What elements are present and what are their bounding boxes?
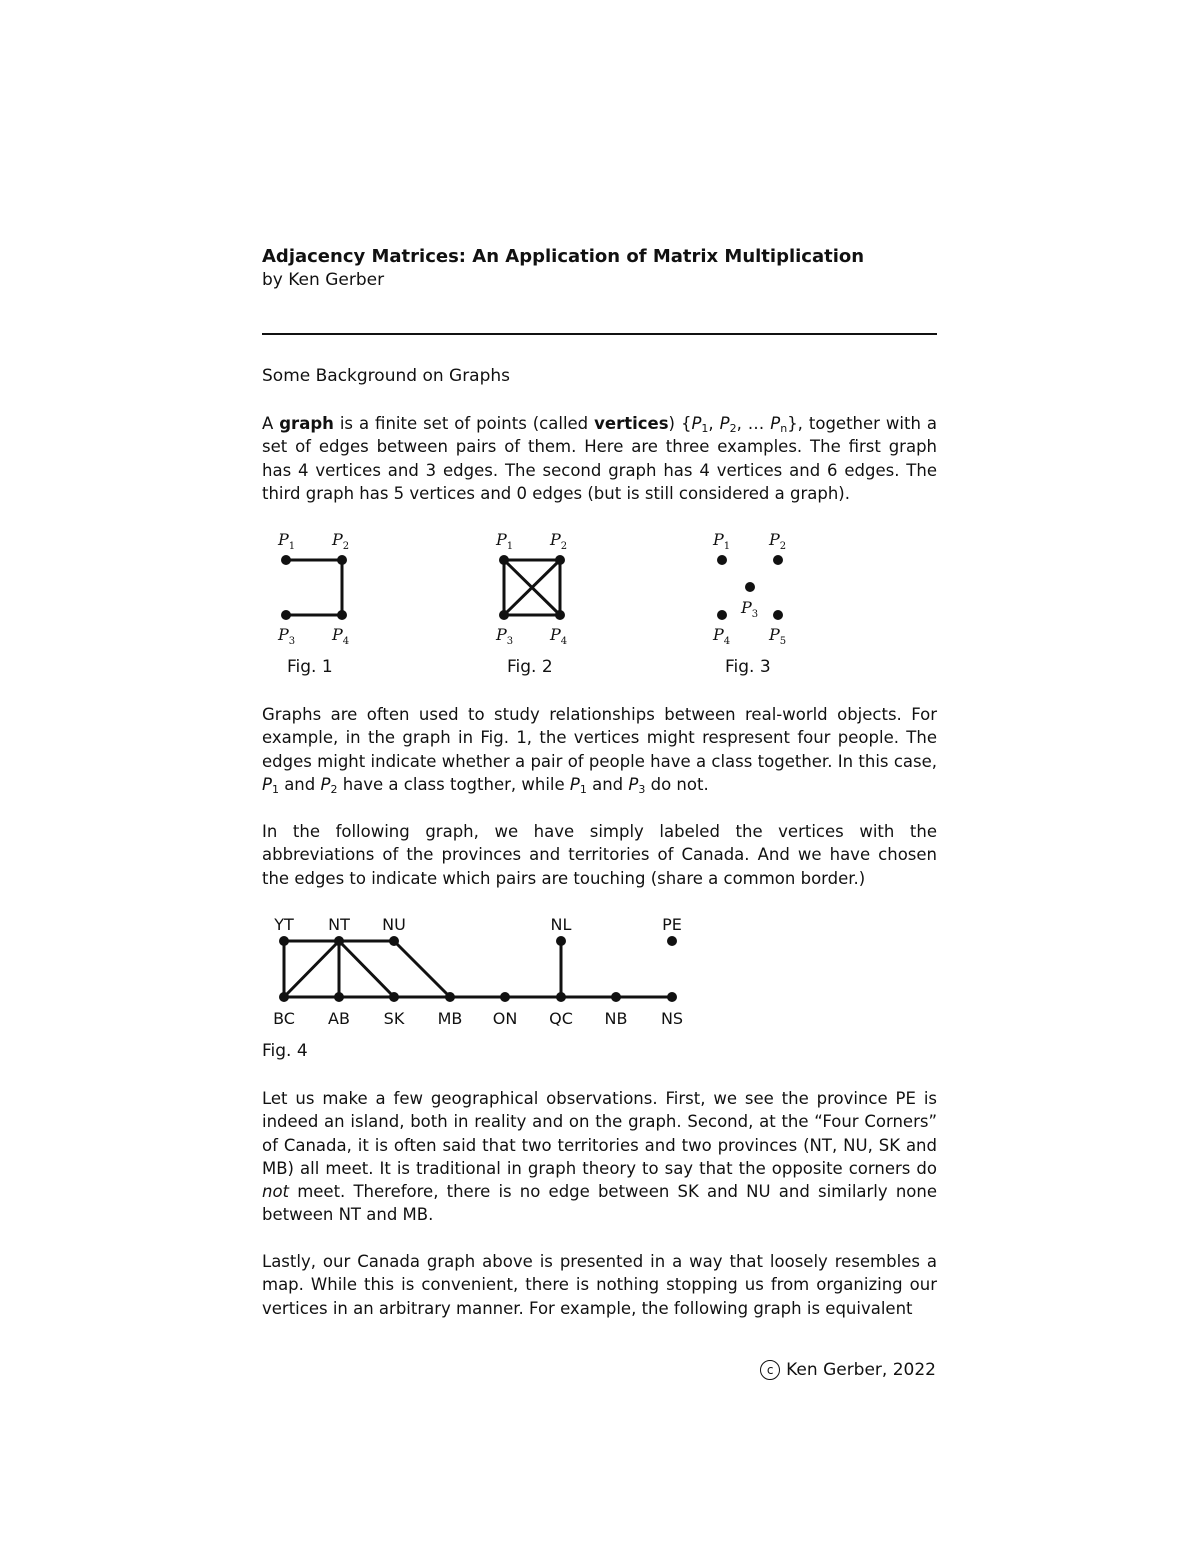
figure-4-canada-graph	[262, 910, 702, 1035]
label-sk: SK	[383, 1009, 405, 1028]
svg-text:P3: $P_3$	[278, 625, 296, 647]
vertex-yt	[279, 936, 289, 946]
copyright-icon: c	[760, 1360, 780, 1380]
svg-text:P2: $P_2$	[769, 530, 787, 552]
vertex	[717, 610, 727, 620]
vertex-bc	[279, 992, 289, 1002]
vertex	[499, 610, 509, 620]
figure-2-caption: Fig. 2	[507, 657, 553, 677]
label-nt: NT	[328, 915, 350, 934]
vertex	[337, 610, 347, 620]
vertex	[281, 555, 291, 565]
svg-text:P1: $P_1$	[278, 530, 296, 552]
svg-text:P4: $P_4$	[550, 625, 568, 647]
vertex-pe	[667, 936, 677, 946]
label-ab: AB	[328, 1009, 350, 1028]
paragraph-canada-intro: In the following graph, we have simply labeled the vertices with the abbreviations of the provinces and territories of Canada. And we have chosen the edges to indicate which pairs are touching (share a common border.)	[262, 822, 937, 888]
figure-4-caption: Fig. 4	[262, 1041, 308, 1061]
vertex	[281, 610, 291, 620]
vertex-nu	[389, 936, 399, 946]
label-mb: MB	[437, 1009, 463, 1028]
svg-text:P3: $P_3$	[496, 625, 514, 647]
svg-text:P4: $P_4$	[332, 625, 350, 647]
paragraph-geographical-observations: Let us make a few geographical observations. First, we see the province PE is indeed an island, both in reality and on the graph. Second, at the “Four Corners” of Canada, it is often said that two territories and two provinces (NT, NU, SK and MB) all meet. It is traditional in graph theory to say that the opposite corners do not meet. Therefore, there is no edge between SK and NU and similarly none between NT and MB.	[262, 1089, 937, 1225]
label-ns: NS	[660, 1009, 684, 1028]
figure-2-graph	[482, 525, 602, 650]
vertex-nt	[334, 936, 344, 946]
copyright-footer: c Ken Gerber, 2022	[760, 1360, 936, 1380]
paragraph-graph-definition: A graph is a finite set of points (called vertices) {$P_1$, $P_2$, … $P_n$}, together with a set of edges between pairs of them. Here are three examples. The first graph has 4 vertices and 3 edges. The second graph has 4 vertices and 6 edges. The third graph has 5 vertices and 0 edges (but is still considered a graph).	[262, 414, 937, 503]
figure-3-caption: Fig. 3	[725, 657, 771, 677]
label-nb: NB	[604, 1009, 628, 1028]
paragraph-arbitrary-layout: Lastly, our Canada graph above is presented in a way that loosely resembles a map. While this is convenient, there is nothing stopping us from organizing our vertices in an arbitrary manner. For example, the following graph is equivalent	[262, 1252, 937, 1318]
svg-text:P3: $P_3$	[741, 598, 759, 620]
vertex	[773, 555, 783, 565]
svg-text:P2: $P_2$	[332, 530, 350, 552]
svg-text:P5: $P_5$	[769, 625, 787, 647]
vertex	[555, 555, 565, 565]
label-yt: YT	[274, 915, 294, 934]
figure-1-caption: Fig. 1	[287, 657, 333, 677]
vertex-nl	[556, 936, 566, 946]
label-pe: PE	[662, 915, 682, 934]
svg-text:P2: $P_2$	[550, 530, 568, 552]
figure-3-graph	[700, 525, 820, 650]
vertex	[555, 610, 565, 620]
svg-text:P1: $P_1$	[496, 530, 514, 552]
vertex	[337, 555, 347, 565]
paragraph-graphs-relationships: Graphs are often used to study relationships between real-world objects. For example, in the graph in Fig. 1, the vertices might respresent four people. The edges might indicate whether a pair of people have a class together. In this case, $P_1$ and $P_2$ have a class togther, while $P_1$ and $P_3$ do not.	[262, 705, 937, 796]
svg-text:P4: $P_4$	[713, 625, 731, 647]
figure-1-graph	[262, 525, 382, 650]
vertex-ab	[334, 992, 344, 1002]
document-title: Adjacency Matrices: An Application of Matrix Multiplication	[262, 246, 865, 267]
label-bc: BC	[273, 1009, 295, 1028]
label-nl: NL	[550, 915, 572, 934]
svg-text:P1: $P_1$	[713, 530, 731, 552]
vertex	[499, 555, 509, 565]
section-heading: Some Background on Graphs	[262, 366, 511, 386]
vertex-qc	[556, 992, 566, 1002]
vertex	[773, 610, 783, 620]
document-author: by Ken Gerber	[262, 270, 385, 290]
label-on: ON	[492, 1009, 518, 1028]
horizontal-rule	[262, 333, 937, 335]
vertex-on	[500, 992, 510, 1002]
label-nu: NU	[382, 915, 406, 934]
vertex-nb	[611, 992, 621, 1002]
vertex-mb	[445, 992, 455, 1002]
vertex-sk	[389, 992, 399, 1002]
vertex	[745, 582, 755, 592]
label-qc: QC	[549, 1009, 573, 1028]
vertex	[717, 555, 727, 565]
vertex-ns	[667, 992, 677, 1002]
